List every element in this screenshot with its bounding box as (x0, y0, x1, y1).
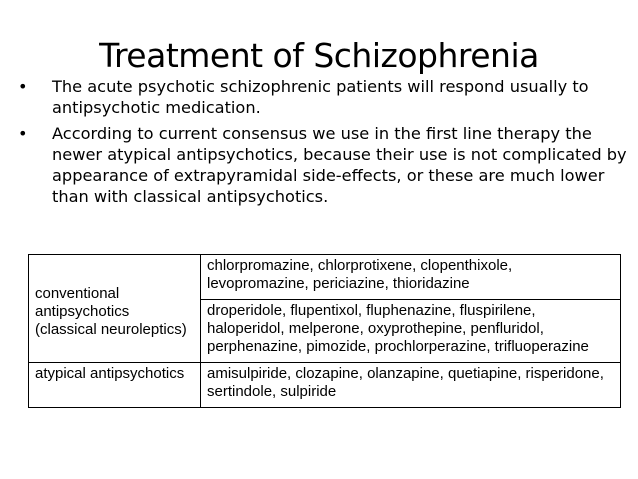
bullet-text: The acute psychotic schizophrenic patients will respond usually to antipsychotic medication. (52, 77, 589, 117)
drug-list-cell: amisulpiride, clozapine, olanzapine, quetiapine, risperidone, sertindole, sulpiride (201, 363, 621, 408)
bullet-text: According to current consensus we use in the first line therapy the newer atypical antipsychotics, because their use is not complicated by appearance of extrapyramidal side-effects, or these are much lower than with classical antipsychotics. (52, 124, 627, 206)
drug-list-cell: droperidole, flupentixol, fluphenazine, fluspirilene, haloperidol, melperone, oxyprothepine, penfluridol, perphenazine, pimozide, prochlorperazine, trifluoperazine (201, 300, 621, 363)
bullet-item (18, 123, 628, 207)
table-row (29, 363, 621, 408)
bullet-item (18, 76, 628, 118)
category-cell: conventional antipsychotics (classical neuroleptics) (29, 255, 201, 363)
bullet-dot-icon: • (18, 124, 28, 143)
category-cell: atypical antipsychotics (29, 363, 201, 408)
drug-list-cell: chlorpromazine, chlorprotixene, clopenthixole, levopromazine, periciazine, thioridazine (201, 255, 621, 300)
bullet-list (18, 76, 628, 212)
drug-table (28, 254, 621, 408)
slide-title: Treatment of Schizophrenia (99, 36, 539, 76)
bullet-dot-icon: • (18, 77, 28, 96)
table-row (29, 255, 621, 300)
